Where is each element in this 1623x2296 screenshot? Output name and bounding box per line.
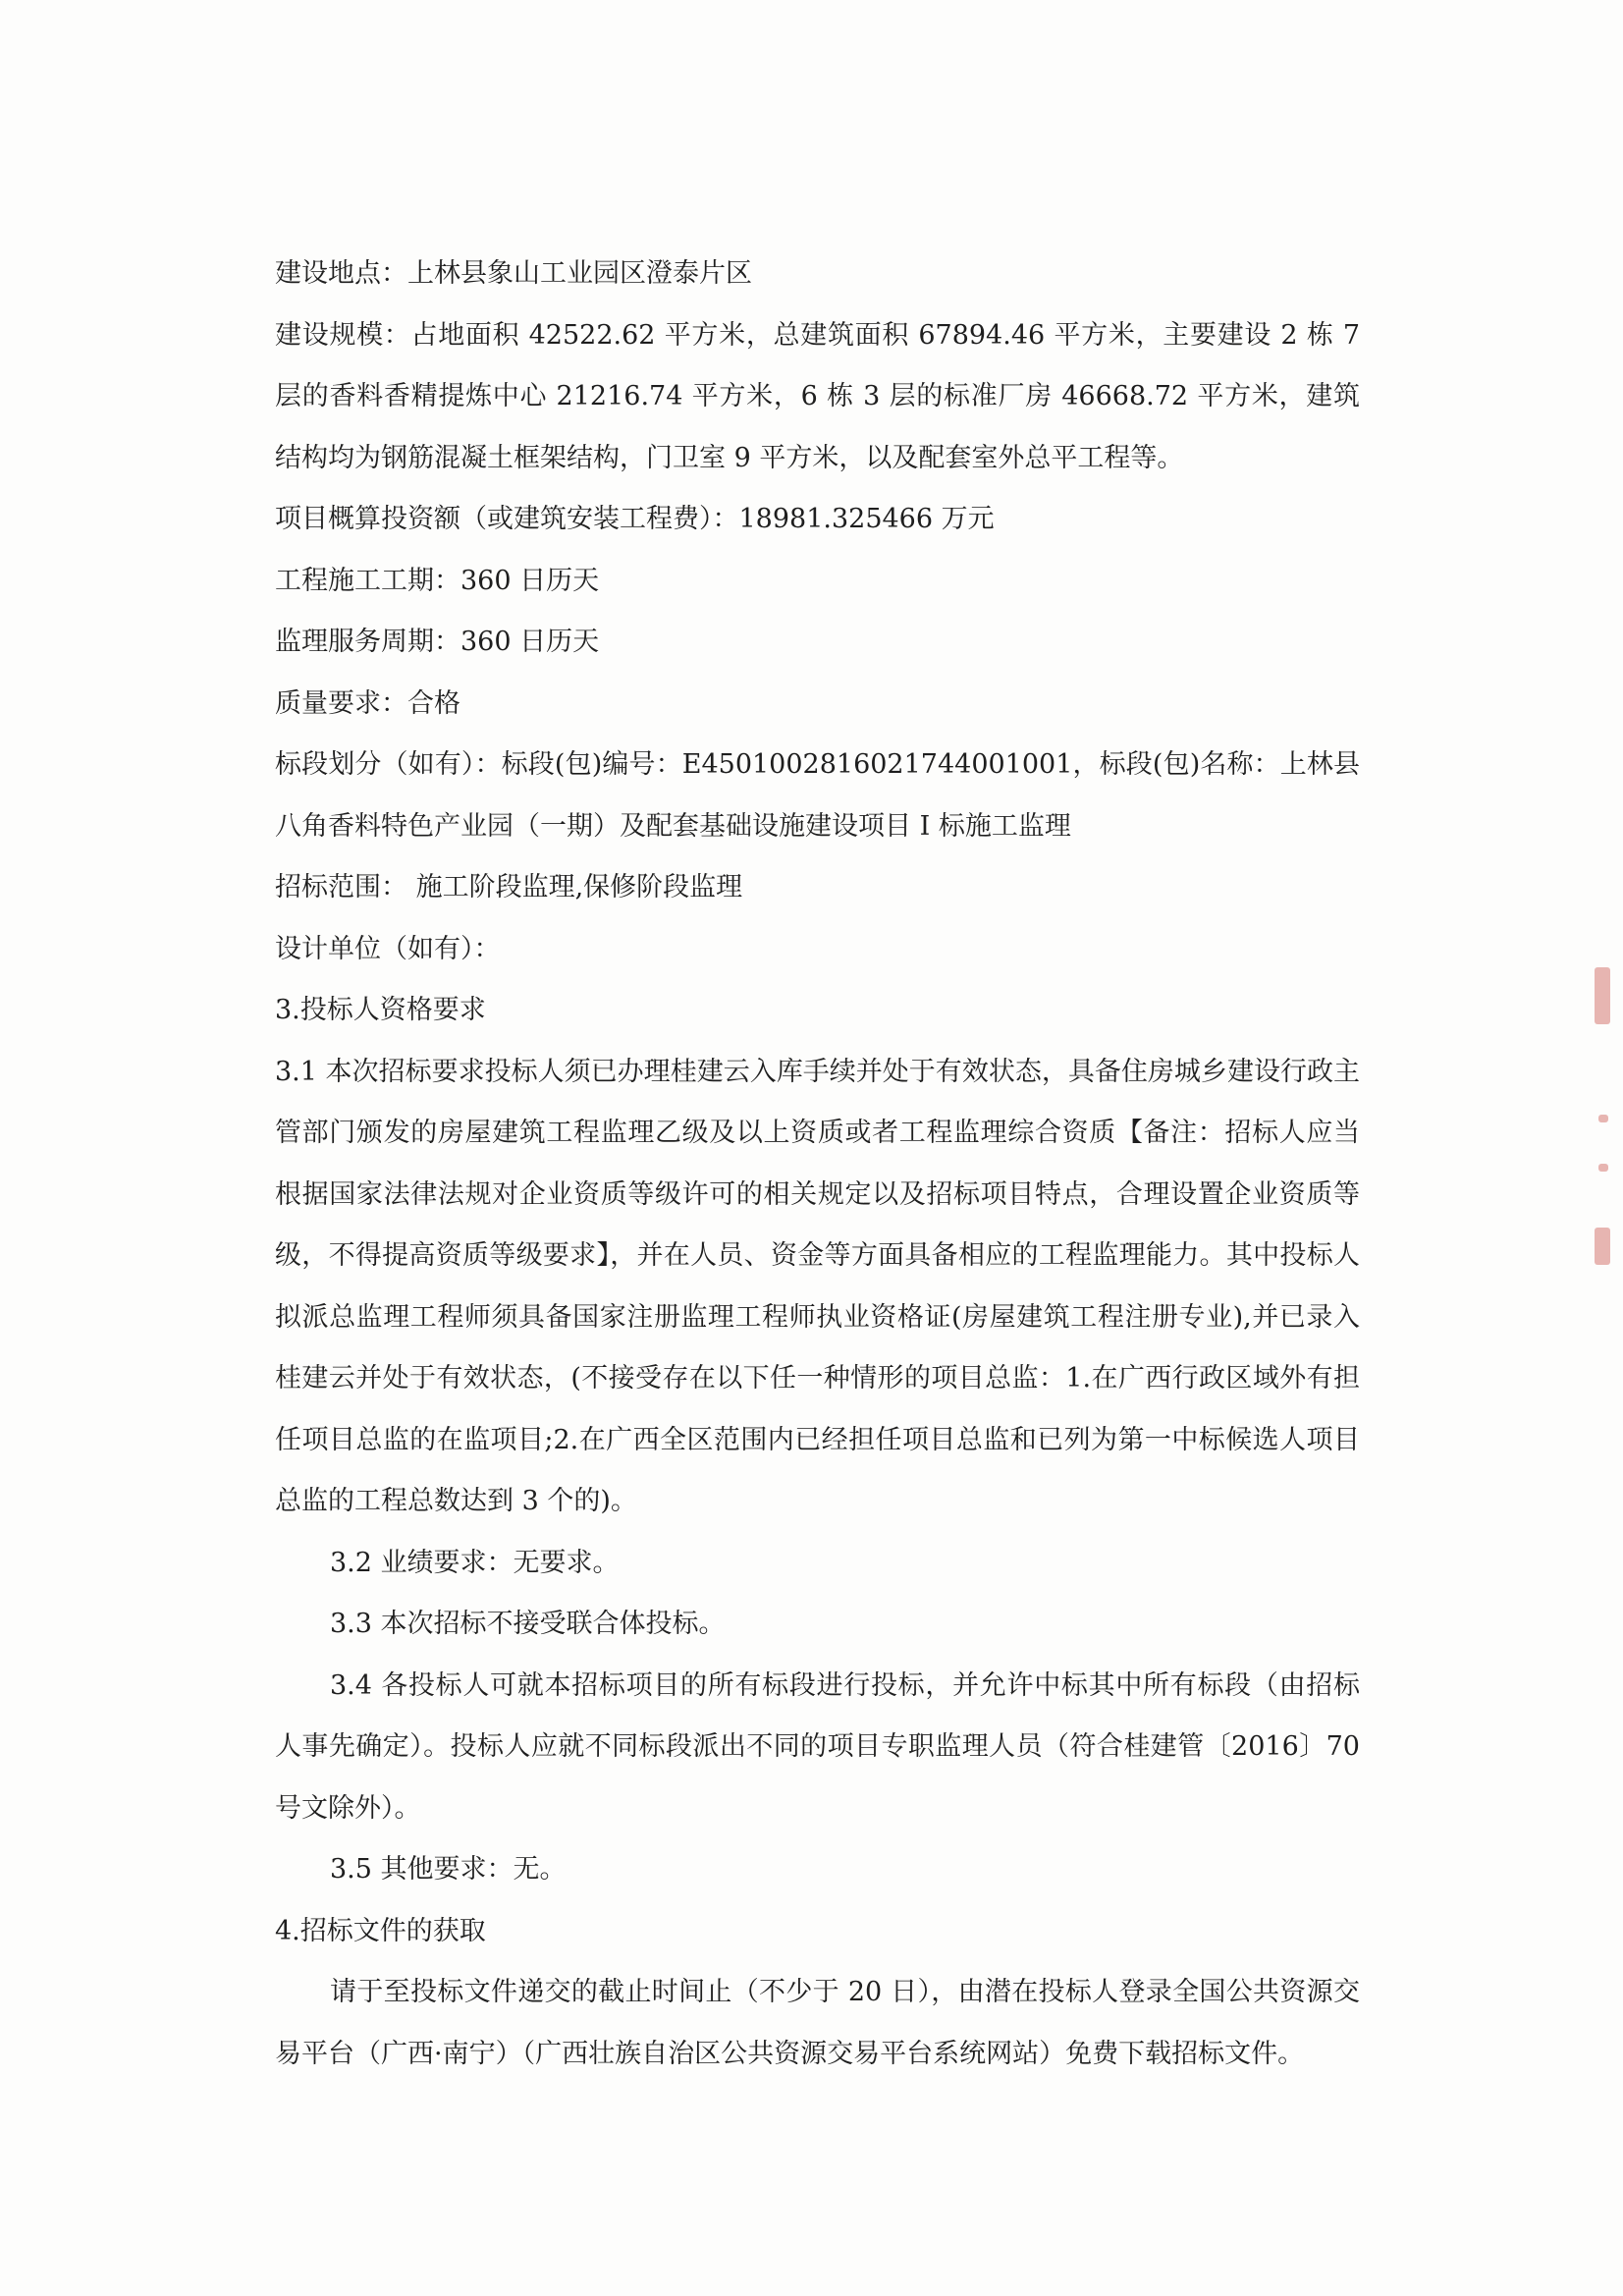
document-acquisition: 请于至投标文件递交的截止时间止（不少于 20 日），由潜在投标人登录全国公共资源交易平台（广西·南宁）（广西壮族自治区公共资源交易平台系统网站）免费下载招标文件。	[275, 1977, 1360, 2069]
supervision-period: 监理服务周期：360 日历天	[275, 627, 600, 657]
qualification-3-5: 3.5 其他要求：无。	[330, 1854, 567, 1885]
document-body	[275, 244, 1360, 2085]
lot-division: 标段划分（如有）：标段(包)编号：E4501002816021744001001，标段(包)名称：上林县八角香料特色产业园（一期）及配套基础设施建设项目 I 标施工监理	[275, 749, 1360, 842]
construction-scale: 建设规模：占地面积 42522.62 平方米，总建筑面积 67894.46 平方米，主要建设 2 栋 7 层的香料香精提炼中心 21216.74 平方米，6 栋 3 层的标准厂房 46668.72 平方米，建筑结构均为钢筋混凝土框架结构，门卫室 9 平方米，以及配套室外总平工程等。	[275, 319, 1360, 473]
qualification-3-1: 3.1 本次招标要求投标人须已办理桂建云入库手续并处于有效状态，具备住房城乡建设行政主管部门颁发的房屋建筑工程监理乙级及以上资质或者工程监理综合资质【备注：招标人应当根据国家法律法规对企业资质等级许可的相关规定以及招标项目特点，合理设置企业资质等级，不得提高资质等级要求】，并在人员、资金等方面具备相应的工程监理能力。其中投标人拟派总监理工程师须具备国家注册监理工程师执业资格证(房屋建筑工程注册专业),并已录入桂建云并处于有效状态，(不接受存在以下任一种情形的项目总监：1.在广西行政区域外有担任项目总监的在监项目;2.在广西全区范围内已经担任项目总监和已列为第一中标候选人项目总监的工程总数达到 3 个的)。	[275, 1056, 1360, 1516]
construction-location: 建设地点：上林县象山工业园区澄泰片区	[275, 258, 752, 289]
qualification-3-2: 3.2 业绩要求：无要求。	[330, 1547, 620, 1578]
seal-fragment	[1595, 967, 1610, 1024]
investment-amount: 项目概算投资额（或建筑安装工程费）：18981.325466 万元	[275, 504, 995, 534]
seal-fragment	[1598, 1164, 1608, 1172]
section-heading-documents: 4.招标文件的获取	[275, 1915, 486, 1946]
seal-fragment	[1595, 1228, 1610, 1265]
qualification-3-3: 3.3 本次招标不接受联合体投标。	[330, 1609, 726, 1639]
section-heading-qualification: 3.投标人资格要求	[275, 995, 486, 1025]
qualification-3-4: 3.4 各投标人可就本招标项目的所有标段进行投标，并允许中标其中所有标段（由招标人事先确定）。投标人应就不同标段派出不同的项目专职监理人员（符合桂建管〔2016〕70 号文除外）。	[275, 1669, 1360, 1824]
tender-scope: 招标范围： 施工阶段监理,保修阶段监理	[275, 872, 743, 902]
quality-requirement: 质量要求：合格	[275, 687, 460, 719]
seal-fragment	[1598, 1115, 1608, 1122]
design-unit: 设计单位（如有）：	[275, 933, 501, 964]
construction-period: 工程施工工期：360 日历天	[275, 565, 600, 596]
